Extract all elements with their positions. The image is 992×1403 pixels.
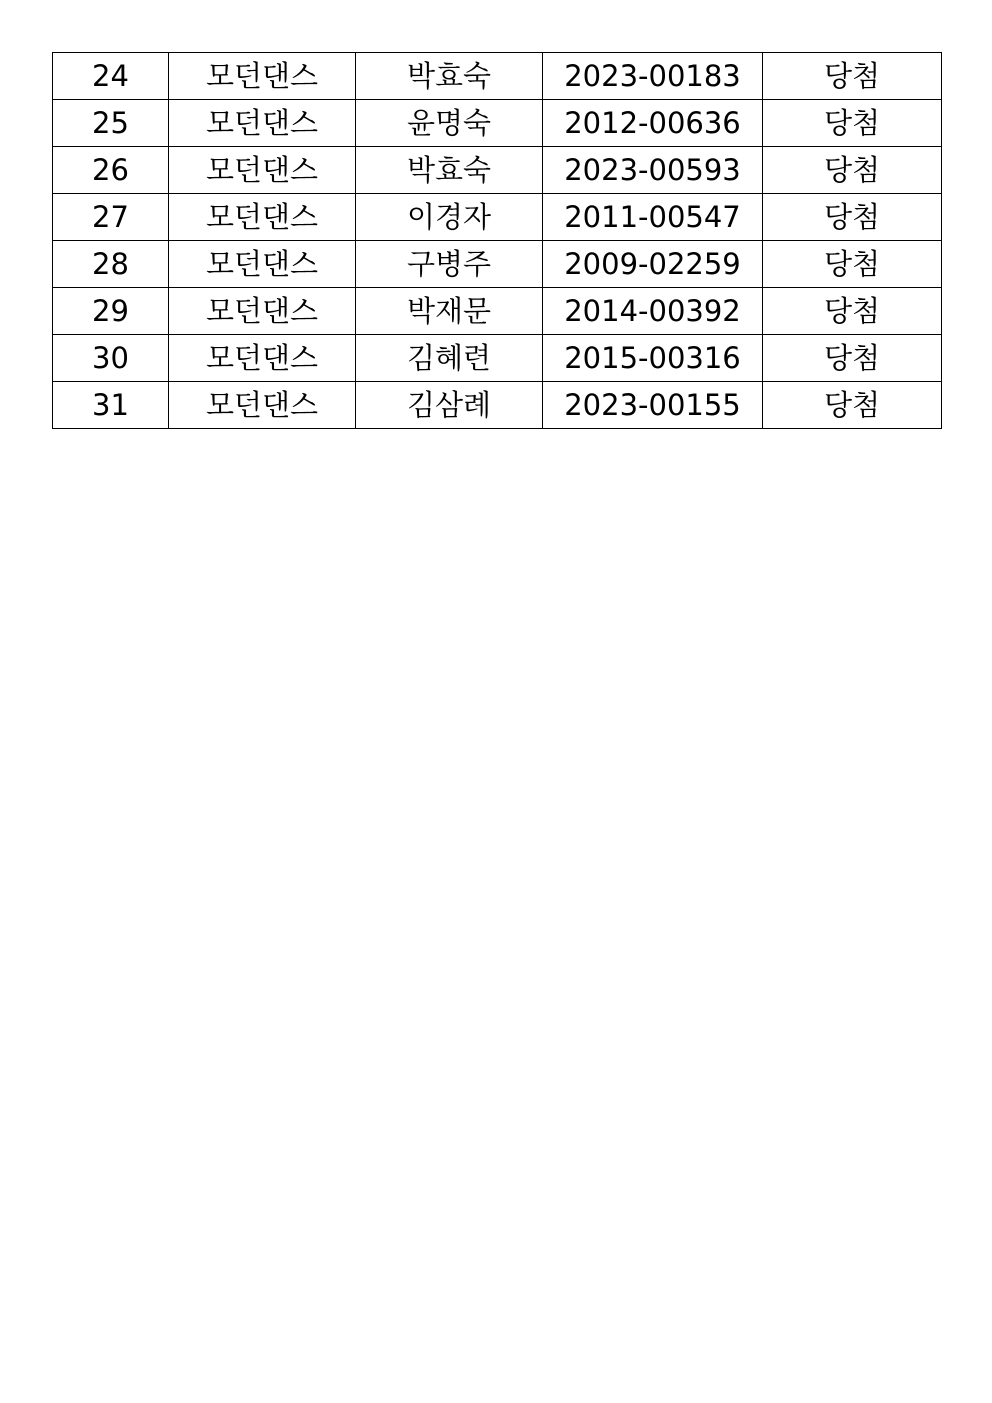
name-cell: 구병주 — [356, 241, 543, 288]
table-row — [53, 241, 942, 288]
id-cell: 2015-00316 — [543, 335, 763, 382]
category-cell: 모던댄스 — [169, 100, 356, 147]
name-cell: 김삼례 — [356, 382, 543, 429]
row-number: 31 — [53, 382, 169, 429]
row-number: 28 — [53, 241, 169, 288]
id-cell: 2023-00183 — [543, 53, 763, 100]
result-cell: 당첨 — [763, 100, 942, 147]
result-cell: 당첨 — [763, 194, 942, 241]
table-row — [53, 288, 942, 335]
result-cell: 당첨 — [763, 147, 942, 194]
row-number: 27 — [53, 194, 169, 241]
table-row — [53, 147, 942, 194]
row-number: 25 — [53, 100, 169, 147]
result-cell: 당첨 — [763, 382, 942, 429]
category-cell: 모던댄스 — [169, 241, 356, 288]
table-row — [53, 194, 942, 241]
name-cell: 윤명숙 — [356, 100, 543, 147]
category-cell: 모던댄스 — [169, 194, 356, 241]
name-cell: 이경자 — [356, 194, 543, 241]
id-cell: 2009-02259 — [543, 241, 763, 288]
row-number: 24 — [53, 53, 169, 100]
result-cell: 당첨 — [763, 53, 942, 100]
name-cell: 박재문 — [356, 288, 543, 335]
row-number: 26 — [53, 147, 169, 194]
category-cell: 모던댄스 — [169, 53, 356, 100]
id-cell: 2014-00392 — [543, 288, 763, 335]
category-cell: 모던댄스 — [169, 147, 356, 194]
category-cell: 모던댄스 — [169, 382, 356, 429]
name-cell: 박효숙 — [356, 53, 543, 100]
id-cell: 2011-00547 — [543, 194, 763, 241]
result-cell: 당첨 — [763, 335, 942, 382]
result-cell: 당첨 — [763, 241, 942, 288]
result-cell: 당첨 — [763, 288, 942, 335]
name-cell: 김혜련 — [356, 335, 543, 382]
id-cell: 2023-00593 — [543, 147, 763, 194]
table-row — [53, 100, 942, 147]
row-number: 29 — [53, 288, 169, 335]
table-row — [53, 53, 942, 100]
table-row — [53, 335, 942, 382]
table-row — [53, 382, 942, 429]
id-cell: 2023-00155 — [543, 382, 763, 429]
row-number: 30 — [53, 335, 169, 382]
category-cell: 모던댄스 — [169, 335, 356, 382]
id-cell: 2012-00636 — [543, 100, 763, 147]
results-table — [52, 52, 942, 429]
name-cell: 박효숙 — [356, 147, 543, 194]
category-cell: 모던댄스 — [169, 288, 356, 335]
